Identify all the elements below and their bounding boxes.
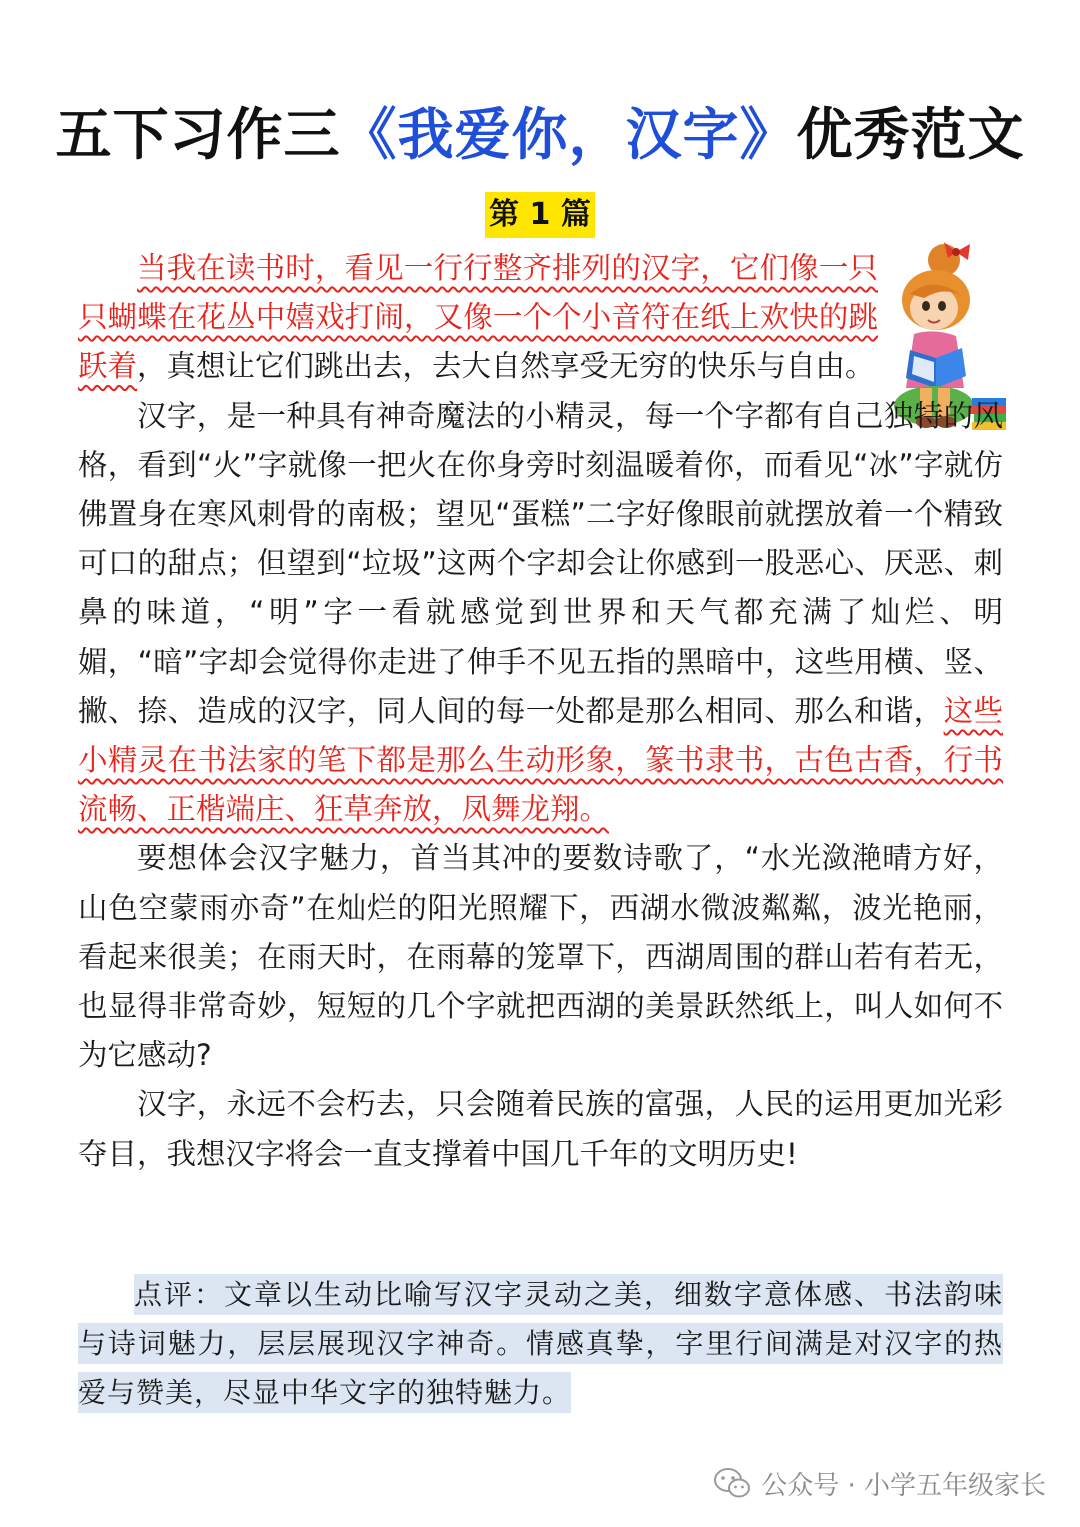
wechat-icon [713, 1467, 751, 1499]
essay-paragraph-1 [78, 244, 878, 392]
subtitle-badge: 第 1 篇 [485, 192, 595, 238]
essay-paragraph-4: 汉字，永远不会朽去，只会随着民族的富强，人民的运用更加光彩夺目，我想汉字将会一直支撑着中国几千年的文明历史! [78, 1087, 1003, 1171]
essay-paragraph-2 [78, 392, 1003, 835]
footer-text: 公众号 · 小学五年级家长 [761, 1470, 1046, 1501]
title-suffix: 优秀范文 [796, 103, 1025, 168]
title-highlight: 《我爱你，汉字》 [340, 103, 797, 168]
review-comment [78, 1271, 1003, 1417]
essay-body [78, 244, 1003, 1179]
essay-p2-text: 汉字，是一种具有神奇魔法的小精灵，每一个字都有自己独特的风格，看到“火”字就像一把火在你身旁时刻温暖着你，而看见“冰”字就仿佛置身在寒风刺骨的南极；望见“蛋糕”二字好像眼前就摆放着一个精致可口的甜点；但望到“垃圾”这两个字却会让你感到一股恶心、厌恶、刺鼻的味道，“明”字一看就感觉到世界和天气都充满了灿烂、明媚，“暗”字却会觉得你走进了伸手不见五指的黑暗中，这些用横、竖、撇、捺、造成的汉字，同人间的每一处都是那么相同、那么和谐， [78, 398, 1003, 728]
subtitle-container [0, 192, 1080, 238]
essay-paragraph-3: 要想体会汉字魅力，首当其冲的要数诗歌了，“水光潋滟晴方好，山色空蒙雨亦奇”在灿烂的阳光照耀下，西湖水微波粼粼，波光艳丽，看起来很美；在雨天时，在雨幕的笼罩下，西湖周围的群山若有若无，也显得非常奇妙，短短的几个字就把西湖的美景跃然纸上，叫人如何不为它感动? [78, 841, 1003, 1073]
title-prefix: 五下习作三 [55, 103, 341, 168]
footer-watermark [713, 1460, 1046, 1506]
essay-p1-rest: ，真想让它们跳出去，去大自然享受无穷的快乐与自由。 [137, 349, 875, 384]
essay-p2-highlight: 这些小精灵在书法家的笔下都是那么生动形象，篆书隶书，古色古香，行书流畅、正楷端庄、狂草奔放，凤舞龙翔。 [78, 693, 1003, 827]
review-comment-text: 点评：文章以生动比喻写汉字灵动之美，细数字意体感、书法韵味与诗词魅力，层层展现汉字神奇。情感真挚，字里行间满是对汉字的热爱与赞美，尽显中华文字的独特魅力。 [78, 1274, 1003, 1413]
page-title [0, 100, 1080, 172]
essay-p1-highlight: 当我在读书时，看见一行行整齐排列的汉字，它们像一只只蝴蝶在花丛中嬉戏打闹，又像一个个小音符在纸上欢快的跳跃着 [78, 251, 878, 384]
